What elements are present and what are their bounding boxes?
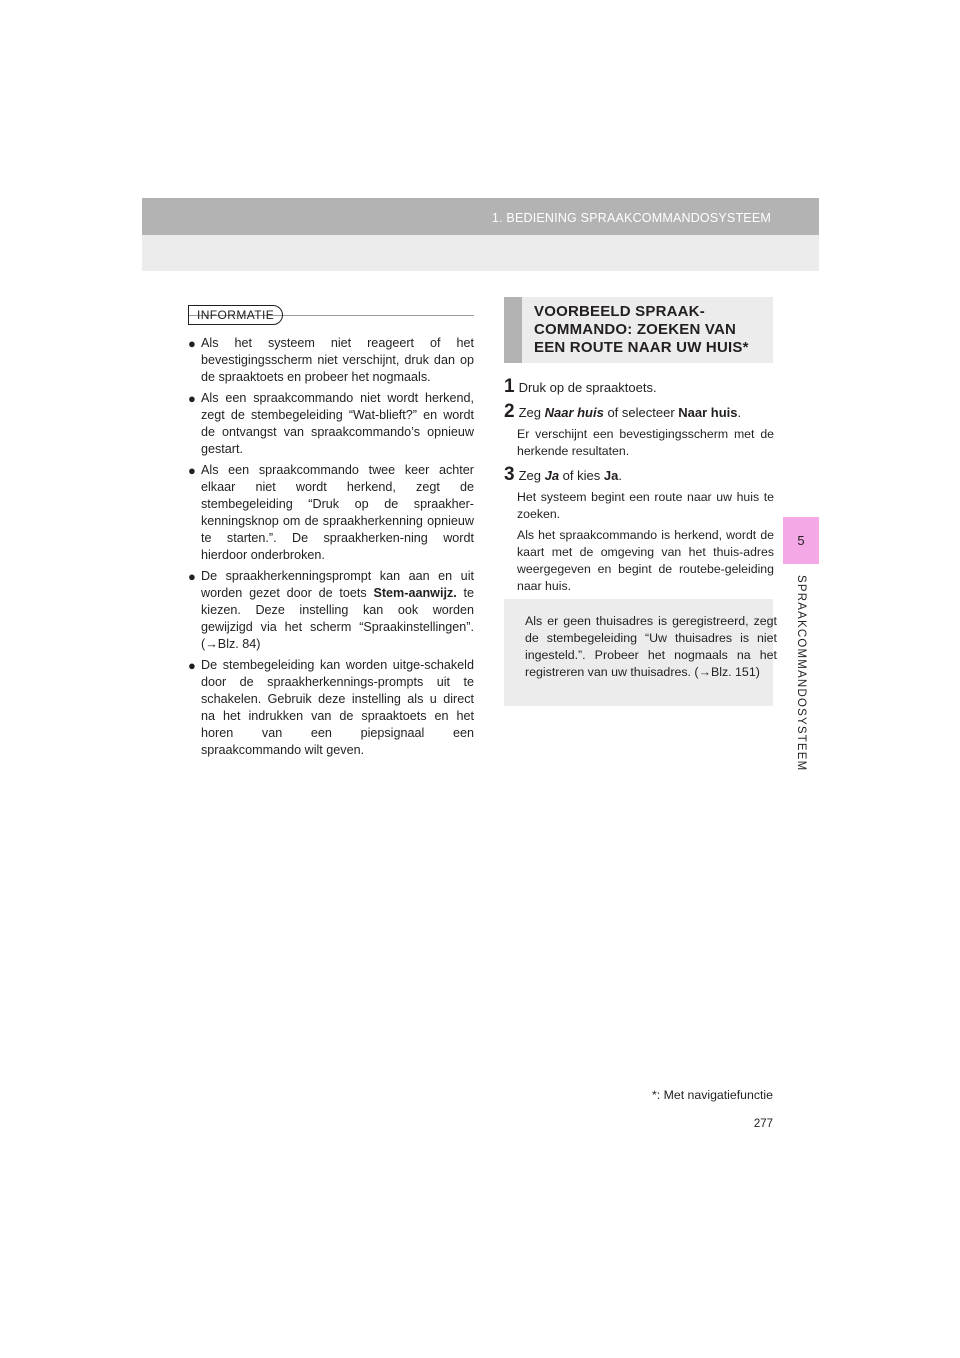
- information-list: [188, 335, 474, 759]
- step-2: 2 Zeg Naar huis of selecteer Naar huis.: [504, 401, 742, 422]
- step-2-notes: [504, 426, 774, 460]
- information-tag: INFORMATIE: [188, 305, 283, 325]
- bullet-icon: ●: [188, 336, 196, 351]
- information-box: [188, 305, 474, 763]
- information-item: ● Als een spraakcommando niet wordt herkend, zegt de stembegeleiding “Wat-blieft?” en wordt de ontvangst van spraakcommando’s opnieuw gestart.: [188, 391, 474, 456]
- section-heading: VOORBEELD SPRAAK- COMMANDO: ZOEKEN VAN EEN ROUTE NAAR UW HUIS*: [534, 303, 749, 356]
- bullet-icon: ●: [188, 463, 196, 478]
- chapter-tab-number: 5: [783, 517, 819, 564]
- note-text: Als er geen thuisadres is geregistreerd, zegt de stembegeleiding “Uw thuisadres is niet ingesteld.”. Probeer het nogmaals na het registreren van uw thuisadres. (→Blz. 151): [525, 614, 777, 679]
- information-item: ● De stembegeleiding kan worden uitge-schakeld door de spraakherkennings-prompts uit te schakelen. Gebruik deze instelling als u direct na het indrukken van de spraaktoets en het horen van een piepsignaal een spraakcommando wilt geven.: [188, 658, 474, 757]
- bullet-icon: ●: [188, 569, 196, 584]
- page-header: [142, 198, 819, 271]
- step-3-notes: [504, 489, 774, 595]
- bullet-icon: ●: [188, 658, 196, 673]
- information-item: ● De spraakherkenningsprompt kan aan en uit worden gezet door de toets Stem-aanwijz. te kiezen. Deze instelling kan ook worden gewijzigd via het scherm “Spraakinstellingen”. (→Blz. 84): [188, 569, 474, 651]
- step-1: 1 Druk op de spraaktoets.: [504, 376, 657, 397]
- information-item: ● Als een spraakcommando twee keer achter elkaar niet wordt herkend, zegt de stembegeleiding “Druk op de spraakher-kenningsknop om de spraakherkenning opnieuw te starten.”. De spraakherken-ning wordt hierdoor onderbroken.: [188, 463, 474, 562]
- section-heading-bar: [504, 297, 522, 363]
- header-bar: [142, 198, 819, 235]
- note-box: [504, 599, 777, 706]
- step-note: Het systeem begint een route naar uw huis te zoeken.: [517, 490, 774, 521]
- chapter-tab-label: SPRAAKCOMMANDOSYSTEEM: [795, 575, 807, 772]
- page-number: 277: [753, 1118, 773, 1130]
- step-note: Er verschijnt een bevestigingsscherm met de herkende resultaten.: [517, 427, 774, 458]
- step-3: 3 Zeg Ja of kies Ja.: [504, 464, 622, 485]
- steps-list: [504, 372, 774, 601]
- step-note: Als het spraakcommando is herkend, wordt de kaart met de omgeving van het thuis-adres weergegeven en begint de routebe-geleiding naar huis.: [517, 528, 774, 593]
- stem-aanwijz-label: Stem-aanwijz.: [373, 586, 457, 600]
- footnote: *: Met navigatiefunctie: [652, 1088, 773, 1102]
- bullet-icon: ●: [188, 391, 196, 406]
- section-heading-box: [504, 297, 773, 363]
- step-number: 1: [504, 376, 515, 397]
- step-number: 3: [504, 464, 515, 485]
- step-number: 2: [504, 401, 515, 422]
- information-item: ● Als het systeem niet reageert of het bevestigingsscherm niet verschijnt, druk dan op de spraaktoets en probeer het nogmaals.: [188, 336, 474, 384]
- header-title: 1. BEDIENING SPRAAKCOMMANDOSYSTEEM: [491, 211, 771, 225]
